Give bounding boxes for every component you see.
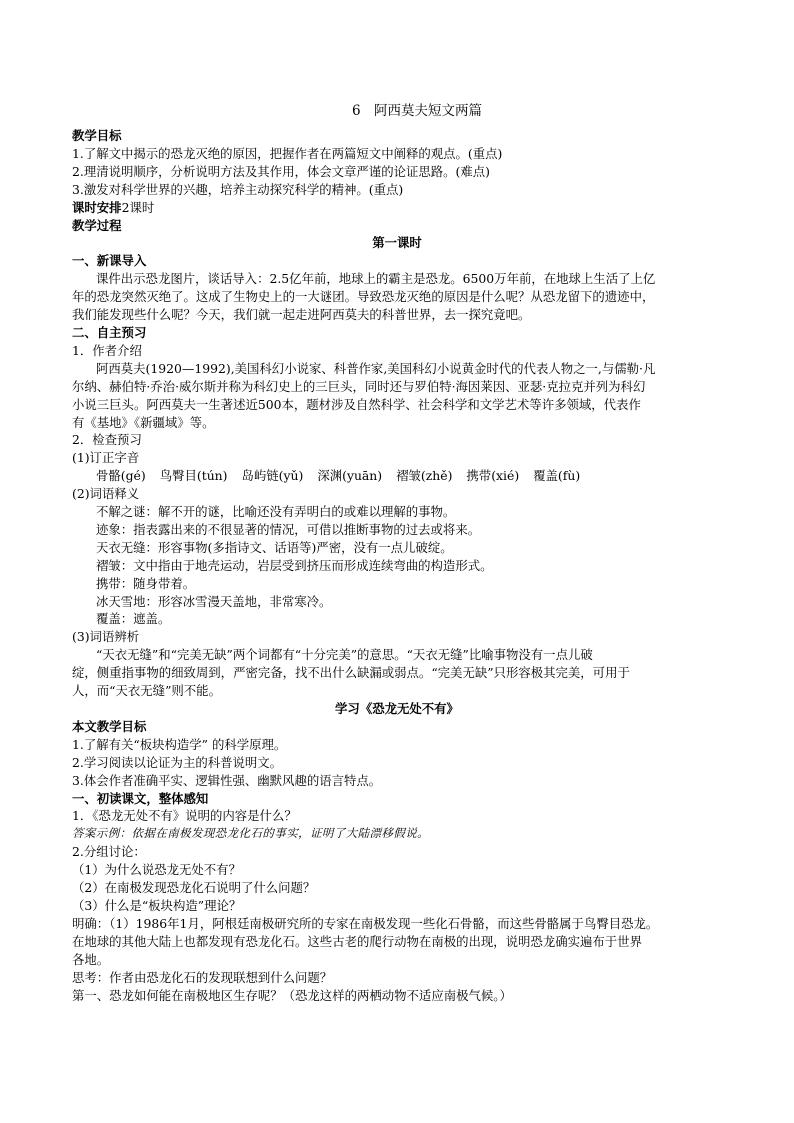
intro-line: 课件出示恐龙图片，谈话导入：2.5亿年前，地球上的霸主是恐龙。6500万年前，在地球上生活了上亿 [96, 271, 656, 287]
answer-example: 答案示例：依据在南极发现恐龙化石的事实，证明了大陆漂移假说。 [72, 826, 429, 841]
section1-heading: 一、新课导入 [72, 253, 147, 269]
compare-line: 人，而“天衣无缝”则不能。 [72, 683, 221, 699]
vocab-item: 迹象：指表露出来的不很显著的情况，可借以推断事物的过去或将来。 [96, 521, 481, 537]
pinyin-item: 覆盖(fù) [533, 468, 581, 484]
goal-item: 3.激发对科学世界的兴趣，培养主动探究科学的精神。(重点) [72, 181, 404, 197]
page-title: 6 阿西莫夫短文两篇 [351, 103, 483, 119]
author-line: 有《基地》《新疆域》等。 [72, 414, 215, 430]
text-goal-item: 2.学习阅读以论证为主的科普说明文。 [72, 754, 283, 770]
section2-heading: 二、自主预习 [72, 324, 147, 340]
question-1: 1．《恐龙无处不有》说明的内容是什么？ [72, 808, 297, 824]
author-line: 尔纳、赫伯特·乔治·威尔斯并称为科幻史上的三巨头，同时还与罗伯特·海因莱因、亚瑟·克拉克并列为科幻 [72, 378, 646, 394]
goal-item: 2.理清说明顺序，分析说明方法及其作用，体会文章严谨的论证思路。(难点) [72, 163, 490, 179]
vocab-item: 冰天雪地：形容冰雪漫天盖地，非常寒冷。 [96, 593, 332, 609]
pinyin-item: 褶皱(zhě) [396, 468, 453, 484]
vocab-heading: (2)词语释义 [72, 486, 140, 502]
discussion-question: （3）什么是“板块构造”理论？ [72, 897, 242, 913]
vocab-item: 褶皱：文中指由于地壳运动，岩层受到挤压而形成连续弯曲的构造形式。 [96, 557, 493, 573]
clarify-line: 各地。 [72, 951, 110, 967]
intro-line: 年的恐龙突然灭绝了。这成了生物史上的一大谜团。导致恐龙灭绝的原因是什么呢？从恐龙留下的遗迹中， [72, 289, 655, 305]
discussion-question: （2）在南极发现恐龙化石说明了什么问题？ [72, 880, 316, 896]
vocab-item: 携带：随身带着。 [96, 575, 196, 591]
goals-heading: 教学目标 [72, 128, 122, 143]
goal-item: 1.了解文中揭示的恐龙灭绝的原因，把握作者在两篇短文中阐释的观点。(重点) [72, 145, 503, 161]
vocab-item: 天衣无缝：形容事物(多指诗文、话语等)严密，没有一点儿破绽。 [96, 539, 453, 555]
discussion-question: （1）为什么说恐龙无处不有？ [72, 862, 241, 878]
intro-line: 我们能发现些什么呢？今天，我们就一起走进阿西莫夫的科普世界，去一探究竟吧。 [72, 307, 531, 323]
pinyin-item: 骨骼(gé) [96, 468, 146, 484]
think-line: 思考：作者由恐龙化石的发现联想到什么问题？ [72, 969, 333, 985]
compare-heading: (3)词语辨析 [72, 629, 140, 645]
pinyin-item: 鸟臀目(tún) [159, 468, 228, 484]
pinyin-item: 携带(xié) [466, 468, 520, 484]
compare-line: 绽，侧重指事物的细致周到，严密完备，找不出什么缺漏或弱点。“完美无缺”只形容极其完美，可用于 [72, 665, 630, 681]
schedule-value: 2课时 [121, 199, 155, 215]
document-page [72, 102, 722, 1004]
study-heading: 学习《恐龙无处不有》 [335, 701, 459, 716]
author-line: 阿西莫夫(1920—1992),美国科幻小说家、科普作家,美国科幻小说黄金时代的代表人物之一,与儒勒·凡 [96, 360, 656, 376]
text-goal-item: 1.了解有关“板块构造学” 的科学原理。 [72, 736, 287, 752]
vocab-item: 不解之谜：解不开的谜，比喻还没有弄明白的或难以理解的事物。 [96, 504, 456, 520]
first-point: 第一、恐龙如何能在南极地区生存呢？（恐龙这样的两栖动物不适应南极气候。） [72, 987, 512, 1003]
schedule [72, 199, 722, 217]
lesson1-heading: 第一课时 [372, 235, 422, 251]
text-goal-item: 3.体会作者准确平实、逻辑性强、幽默风趣的语言特点。 [72, 772, 382, 788]
clarify-line: 在地球的其他大陆上也都发现有恐龙化石。这些古老的爬行动物在南极的出现，说明恐龙确实遍布于世界 [72, 933, 642, 949]
check-heading: 2．检查预习 [72, 432, 142, 448]
vocab-item: 覆盖：遮盖。 [96, 611, 171, 627]
pinyin-item: 岛屿链(yǔ) [241, 468, 304, 484]
clarify-line: 明确：（1）1986年1月，阿根廷南极研究所的专家在南极发现一些化石骨骼，而这些骨骼属于鸟臀目恐龙。 [72, 915, 659, 931]
char-heading: (1)订正字音 [72, 450, 140, 466]
compare-line: “天衣无缝”和“完美无缺”两个词都有“十分完美”的意思。“天衣无缝”比喻事物没有一点儿破 [96, 647, 593, 663]
reading-heading: 一、初读课文，整体感知 [72, 790, 209, 806]
schedule-label: 课时安排 [72, 199, 122, 215]
pinyin-item: 深渊(yuān) [317, 468, 383, 484]
author-line: 小说三巨头。阿西莫夫一生著述近500本，题材涉及自然科学、社会科学和文学艺术等许多领域，代表作 [72, 396, 641, 412]
group-discussion: 2.分组讨论： [72, 844, 146, 860]
pinyin-list [72, 467, 722, 485]
process-heading: 教学过程 [72, 217, 122, 233]
text-goals-heading: 本文教学目标 [72, 718, 147, 734]
author-heading: 1．作者介绍 [72, 342, 142, 358]
